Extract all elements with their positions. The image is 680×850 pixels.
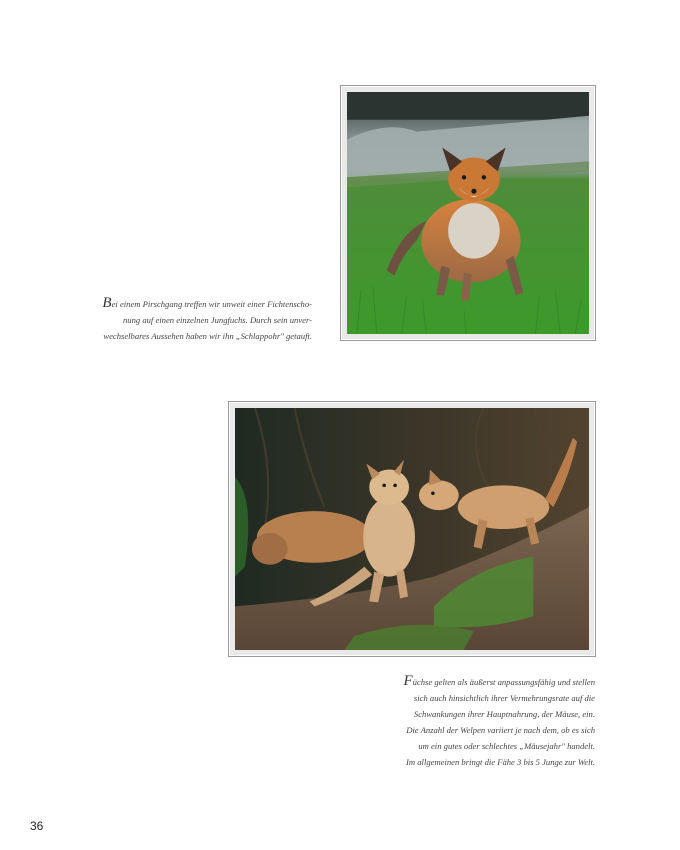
caption-fox-cubs-initial: F <box>403 673 413 689</box>
caption-fox-cubs-line-5: um ein gutes oder schlechtes „Mäusejahr" handelt. <box>418 741 595 751</box>
caption-young-fox-line-2: nung auf einen einzelnen Jungfuchs. Durch sein unver- <box>122 315 312 325</box>
fox-cubs-illustration <box>235 408 589 650</box>
caption-fox-cubs-line-4: Die Anzahl der Welpen variiert je nach dem, ob es sich <box>406 725 595 735</box>
caption-fox-cubs-line-1: Füchse gelten als äußerst anpassungsfähig und stellen <box>403 673 595 689</box>
photo-young-fox-frame <box>340 85 596 341</box>
page-number: 36 <box>30 819 44 833</box>
caption-young-fox <box>102 296 312 344</box>
photo-young-fox <box>347 92 589 334</box>
caption-young-fox-initial: B <box>102 295 112 311</box>
caption-fox-cubs-line-2: sich auch hinsichtlich ihrer Vermehrungsrate auf die <box>413 693 595 703</box>
caption-young-fox-line-1: Bei einem Pirschgang treffen wir unweit einer Fichtenscho- <box>102 295 312 311</box>
photo-fox-cubs-frame <box>228 401 596 657</box>
young-fox-illustration <box>347 92 589 334</box>
caption-fox-cubs-line-3: Schwankungen ihrer Hauptnahrung, der Mäuse, ein. <box>413 709 595 719</box>
caption-young-fox-line-3: wechselbares Aussehen haben wir ihn „Schlappohr" getauft. <box>103 331 312 341</box>
caption-fox-cubs <box>403 674 595 770</box>
photo-fox-cubs <box>235 408 589 650</box>
caption-fox-cubs-line-6: Im allgemeinen bringt die Fähe 3 bis 5 Junge zur Welt. <box>406 757 595 767</box>
